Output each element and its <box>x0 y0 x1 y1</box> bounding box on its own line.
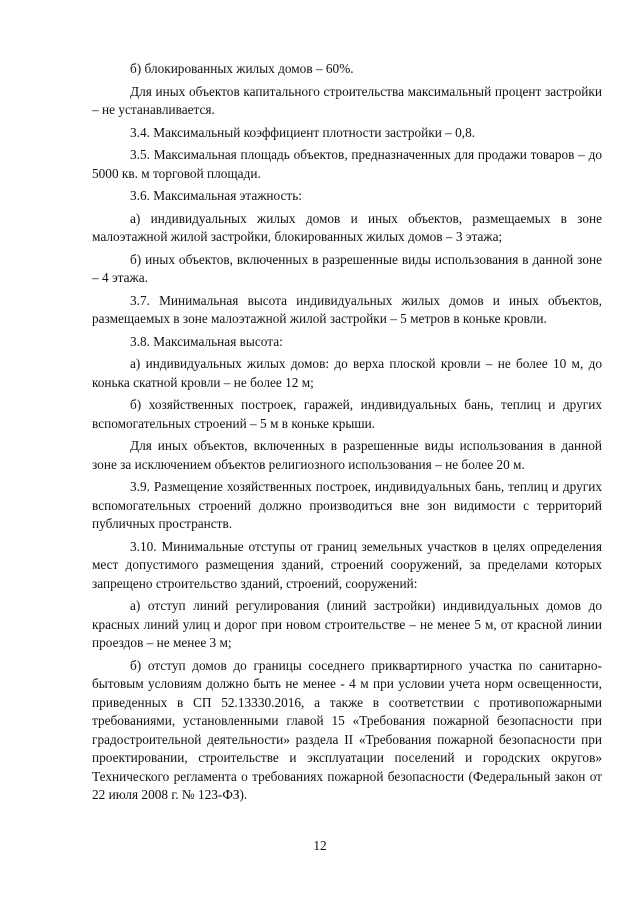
paragraph: 3.7. Минимальная высота индивидуальных жилых домов и иных объектов, размещаемых в зоне малоэтажной жилой застройки – 5 метров в коньке кровли. <box>92 292 602 326</box>
paragraph: а) отступ линий регулирования (линий застройки) индивидуальных домов до красных линий улиц и дорог при новом строительстве – не менее 5 м, от красной линии проездов – не менее 3 м; <box>92 598 602 650</box>
paragraph: Для иных объектов, включенных в разрешенные виды использования в данной зоне за исключением объектов религиозного использования – не более 20 м. <box>92 438 602 472</box>
paragraph: б) хозяйственных построек, гаражей, индивидуальных бань, теплиц и других вспомогательных строений – 5 м в коньке крыши. <box>92 397 602 431</box>
paragraph: б) отступ домов до границы соседнего приквартирного участка по санитарно-бытовым условиям должно быть не менее - 4 м при условии учета норм освещенности, приведенных в СП 52.13330.2016, а также в соответствии с противопожарными требованиями, установленными главой 15 «Требования пожарной безопасности при градостроительной деятельности» раздела II «Требования пожарной безопасности при проектировании, строительстве и эксплуатации поселений и городских округов» Технического регламента о требованиях пожарной безопасности (Федеральный закон от 22 июля 2008 г. № 123-ФЗ). <box>92 657 602 802</box>
paragraph: 3.5. Максимальная площадь объектов, предназначенных для продажи товаров – до 5000 кв. м торговой площади. <box>92 147 602 181</box>
paragraph: б) блокированных жилых домов – 60%. <box>130 61 354 76</box>
paragraph: 3.8. Максимальная высота: <box>130 333 283 349</box>
paragraph: а) индивидуальных жилых домов и иных объектов, размещаемых в зоне малоэтажной жилой застройки, блокированных жилых домов – 3 этажа; <box>92 210 602 244</box>
paragraph: б) иных объектов, включенных в разрешенные виды использования в данной зоне – 4 этажа. <box>92 251 602 285</box>
paragraph: Для иных объектов капитального строительства максимальный процент застройки – не устанавливается. <box>92 83 602 117</box>
paragraph: а) индивидуальных жилых домов: до верха плоской кровли – не более 10 м, до конька скатной кровли – не более 12 м; <box>92 356 602 390</box>
page-number: 12 <box>313 838 327 853</box>
paragraph: 3.4. Максимальный коэффициент плотности застройки – 0,8. <box>130 124 476 140</box>
document-body <box>92 60 602 809</box>
paragraph: 3.6. Максимальная этажность: <box>130 188 302 203</box>
paragraph: 3.10. Минимальные отступы от границ земельных участков в целях определения мест допустимого размещения зданий, строений сооружений, за пределами которых запрещено строительство зданий, строений, сооружений: <box>92 538 602 591</box>
paragraph: 3.9. Размещение хозяйственных построек, индивидуальных бань, теплиц и других вспомогательных строений должно производиться вне зон видимости с территорий публичных пространств. <box>92 479 602 531</box>
